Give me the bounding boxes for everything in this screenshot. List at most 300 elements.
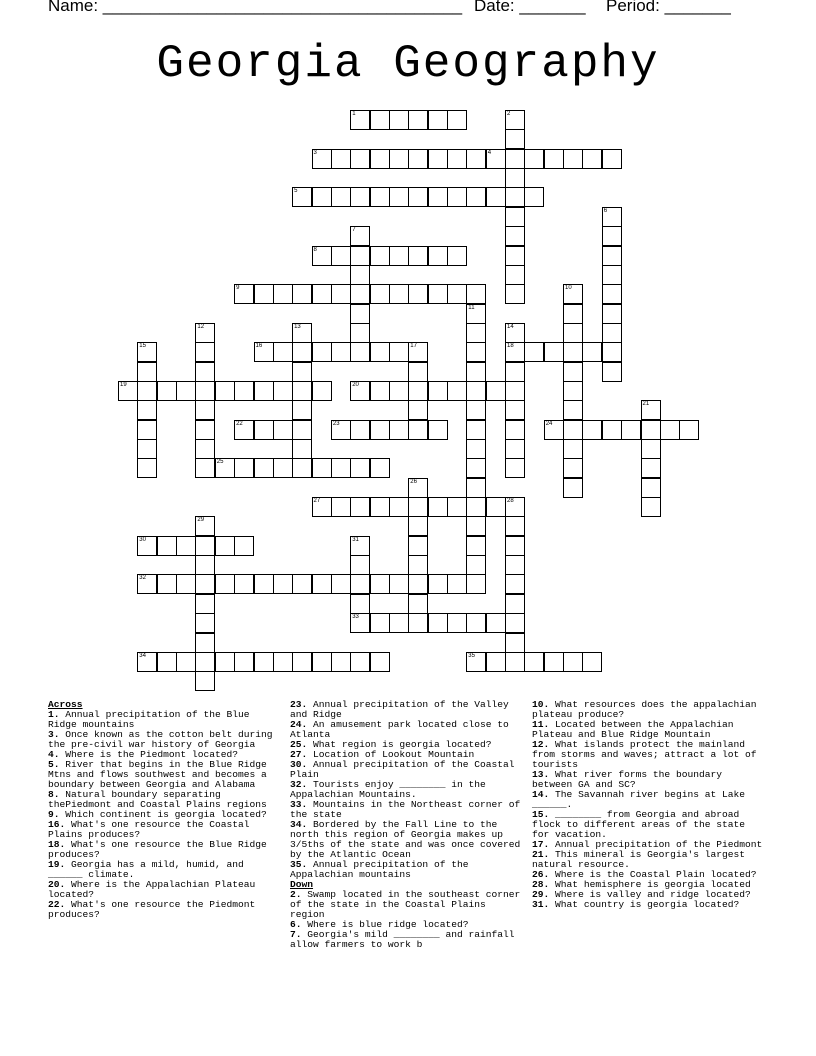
grid-cell[interactable] (254, 458, 274, 478)
clue-text: An amusement park located close to Atlanta (290, 719, 509, 740)
clue-item (532, 700, 768, 720)
grid-cell[interactable] (408, 555, 428, 575)
clue-number-label: 1. (48, 709, 60, 720)
grid-cell[interactable] (408, 574, 428, 594)
grid-cell[interactable] (234, 574, 254, 594)
grid-cell[interactable] (563, 284, 583, 304)
grid-cell[interactable] (137, 574, 157, 594)
grid-cell[interactable] (195, 652, 215, 672)
clue-column-2 (290, 700, 526, 950)
grid-cell[interactable] (215, 652, 235, 672)
grid-cell[interactable] (176, 381, 196, 401)
grid-cell[interactable] (563, 400, 583, 420)
grid-cell[interactable] (428, 574, 448, 594)
grid-cell[interactable] (195, 439, 215, 459)
grid-cell[interactable] (137, 458, 157, 478)
grid-cell[interactable] (505, 420, 525, 440)
grid-cell[interactable] (331, 497, 351, 517)
grid-cell[interactable] (292, 342, 312, 362)
grid-cell[interactable] (641, 458, 661, 478)
grid-cell[interactable] (505, 129, 525, 149)
grid-cell[interactable] (292, 420, 312, 440)
grid-cell[interactable] (137, 400, 157, 420)
clue-text: What resources does the appalachian plateau produce? (532, 699, 757, 720)
grid-cell[interactable] (563, 381, 583, 401)
grid-cell[interactable] (312, 652, 332, 672)
grid-cell[interactable] (118, 381, 138, 401)
grid-cell[interactable] (466, 555, 486, 575)
grid-cell[interactable] (350, 323, 370, 343)
clue-item (532, 720, 768, 740)
grid-cell[interactable] (331, 458, 351, 478)
grid-cell[interactable] (350, 284, 370, 304)
grid-cell[interactable] (157, 652, 177, 672)
grid-cell[interactable] (602, 362, 622, 382)
grid-cell[interactable] (195, 458, 215, 478)
grid-cell[interactable] (408, 362, 428, 382)
grid-cell[interactable] (641, 400, 661, 420)
grid-cell[interactable] (195, 323, 215, 343)
grid-cell[interactable] (137, 536, 157, 556)
grid-cell[interactable] (292, 652, 312, 672)
grid-cell[interactable] (389, 110, 409, 130)
grid-cell[interactable] (292, 187, 312, 207)
clue-item (532, 810, 768, 840)
grid-cell[interactable] (621, 420, 641, 440)
grid-cell[interactable] (505, 555, 525, 575)
grid-cell[interactable] (273, 284, 293, 304)
grid-cell[interactable] (195, 613, 215, 633)
grid-cell[interactable] (254, 574, 274, 594)
grid-cell[interactable] (195, 555, 215, 575)
grid-cell[interactable] (195, 633, 215, 653)
grid-cell[interactable] (350, 555, 370, 575)
grid-cell[interactable] (505, 149, 525, 169)
grid-cell[interactable] (602, 304, 622, 324)
grid-cell[interactable] (563, 458, 583, 478)
grid-cell[interactable] (466, 304, 486, 324)
grid-cell[interactable] (273, 652, 293, 672)
grid-cell[interactable] (370, 574, 390, 594)
grid-cell[interactable] (447, 246, 467, 266)
grid-cell[interactable] (350, 574, 370, 594)
grid-cell[interactable] (195, 671, 215, 691)
grid-cell[interactable] (195, 594, 215, 614)
grid-cell[interactable] (563, 362, 583, 382)
clue-number-label: 28. (532, 879, 550, 890)
grid-cell[interactable] (544, 342, 564, 362)
grid-cell[interactable] (524, 187, 544, 207)
grid-cell[interactable] (428, 284, 448, 304)
grid-cell[interactable] (331, 342, 351, 362)
grid-cell[interactable] (505, 594, 525, 614)
grid-cell[interactable] (602, 265, 622, 285)
grid-cell[interactable] (428, 187, 448, 207)
grid-cell[interactable] (408, 594, 428, 614)
grid-cell[interactable] (486, 497, 506, 517)
grid-cell[interactable] (254, 652, 274, 672)
grid-cell[interactable] (350, 265, 370, 285)
grid-cell[interactable] (234, 458, 254, 478)
grid-cell[interactable] (428, 497, 448, 517)
grid-cell[interactable] (292, 458, 312, 478)
grid-cell[interactable] (466, 652, 486, 672)
grid-cell[interactable] (428, 246, 448, 266)
grid-cell[interactable] (292, 284, 312, 304)
grid-cell[interactable] (466, 536, 486, 556)
clue-number-label: 19. (48, 859, 66, 870)
grid-cell[interactable] (273, 381, 293, 401)
grid-cell[interactable] (370, 149, 390, 169)
grid-cell[interactable] (312, 574, 332, 594)
grid-cell[interactable] (679, 420, 699, 440)
grid-cell[interactable] (641, 439, 661, 459)
grid-cell[interactable] (466, 284, 486, 304)
grid-cell[interactable] (350, 304, 370, 324)
grid-cell[interactable] (524, 652, 544, 672)
clue-number: 28 (507, 498, 514, 504)
grid-cell[interactable] (466, 400, 486, 420)
grid-cell[interactable] (505, 652, 525, 672)
grid-cell[interactable] (505, 574, 525, 594)
grid-cell[interactable] (157, 574, 177, 594)
grid-cell[interactable] (505, 323, 525, 343)
grid-cell[interactable] (466, 381, 486, 401)
grid-cell[interactable] (157, 536, 177, 556)
grid-cell[interactable] (370, 652, 390, 672)
clue-column-1 (48, 700, 284, 920)
grid-cell[interactable] (505, 400, 525, 420)
grid-cell[interactable] (292, 323, 312, 343)
grid-cell[interactable] (563, 304, 583, 324)
grid-cell[interactable] (370, 613, 390, 633)
grid-cell[interactable] (602, 342, 622, 362)
grid-cell[interactable] (195, 516, 215, 536)
grid-cell[interactable] (195, 342, 215, 362)
clue-number-label: 11. (532, 719, 550, 730)
grid-cell[interactable] (505, 633, 525, 653)
grid-cell[interactable] (370, 458, 390, 478)
grid-cell[interactable] (563, 149, 583, 169)
grid-cell[interactable] (486, 613, 506, 633)
grid-cell[interactable] (254, 381, 274, 401)
grid-cell[interactable] (505, 613, 525, 633)
grid-cell[interactable] (370, 420, 390, 440)
grid-cell[interactable] (331, 246, 351, 266)
grid-cell[interactable] (370, 381, 390, 401)
grid-cell[interactable] (389, 613, 409, 633)
grid-cell[interactable] (389, 342, 409, 362)
grid-cell[interactable] (254, 284, 274, 304)
grid-cell[interactable] (505, 187, 525, 207)
grid-cell[interactable] (389, 574, 409, 594)
clue-text: ________ from Georgia and abroad flock to different areas of the state for vacation. (532, 809, 746, 840)
grid-cell[interactable] (254, 420, 274, 440)
grid-cell[interactable] (466, 478, 486, 498)
grid-cell[interactable] (582, 342, 602, 362)
grid-cell[interactable] (234, 420, 254, 440)
grid-cell[interactable] (137, 362, 157, 382)
grid-cell[interactable] (486, 652, 506, 672)
grid-cell[interactable] (602, 246, 622, 266)
grid-cell[interactable] (370, 187, 390, 207)
grid-cell[interactable] (505, 439, 525, 459)
grid-cell[interactable] (350, 613, 370, 633)
grid-cell[interactable] (331, 574, 351, 594)
grid-cell[interactable] (408, 246, 428, 266)
grid-cell[interactable] (389, 246, 409, 266)
grid-cell[interactable] (195, 420, 215, 440)
grid-cell[interactable] (273, 458, 293, 478)
grid-cell[interactable] (641, 478, 661, 498)
grid-cell[interactable] (563, 652, 583, 672)
grid-cell[interactable] (466, 497, 486, 517)
grid-cell[interactable] (505, 536, 525, 556)
grid-cell[interactable] (234, 381, 254, 401)
grid-cell[interactable] (312, 497, 332, 517)
grid-cell[interactable] (312, 246, 332, 266)
grid-cell[interactable] (582, 420, 602, 440)
grid-cell[interactable] (447, 497, 467, 517)
grid-cell[interactable] (215, 458, 235, 478)
clue-number: 7 (352, 227, 356, 234)
grid-cell[interactable] (447, 284, 467, 304)
grid-cell[interactable] (312, 381, 332, 401)
grid-cell[interactable] (292, 574, 312, 594)
grid-cell[interactable] (466, 420, 486, 440)
grid-cell[interactable] (524, 149, 544, 169)
grid-cell[interactable] (350, 497, 370, 517)
grid-cell[interactable] (544, 652, 564, 672)
grid-cell[interactable] (408, 149, 428, 169)
grid-cell[interactable] (602, 420, 622, 440)
grid-cell[interactable] (563, 420, 583, 440)
grid-cell[interactable] (447, 110, 467, 130)
grid-cell[interactable] (466, 323, 486, 343)
grid-cell[interactable] (602, 226, 622, 246)
grid-cell[interactable] (312, 458, 332, 478)
grid-cell[interactable] (234, 652, 254, 672)
grid-cell[interactable] (563, 323, 583, 343)
grid-cell[interactable] (582, 652, 602, 672)
grid-cell[interactable] (312, 342, 332, 362)
grid-cell[interactable] (195, 400, 215, 420)
clue-item (48, 820, 284, 840)
grid-cell[interactable] (137, 381, 157, 401)
grid-cell[interactable] (389, 420, 409, 440)
grid-cell[interactable] (176, 536, 196, 556)
grid-cell[interactable] (292, 400, 312, 420)
grid-cell[interactable] (466, 342, 486, 362)
grid-cell[interactable] (602, 284, 622, 304)
grid-cell[interactable] (137, 342, 157, 362)
grid-cell[interactable] (660, 420, 680, 440)
clue-text: Location of Lookout Mountain (307, 749, 475, 760)
grid-cell[interactable] (505, 110, 525, 130)
grid-cell[interactable] (331, 420, 351, 440)
grid-cell[interactable] (428, 149, 448, 169)
clue-item (48, 880, 284, 900)
grid-cell[interactable] (486, 381, 506, 401)
grid-cell[interactable] (563, 342, 583, 362)
grid-cell[interactable] (195, 381, 215, 401)
grid-cell[interactable] (408, 110, 428, 130)
grid-cell[interactable] (350, 420, 370, 440)
grid-cell[interactable] (137, 652, 157, 672)
grid-cell[interactable] (273, 342, 293, 362)
grid-cell[interactable] (350, 536, 370, 556)
grid-cell[interactable] (505, 246, 525, 266)
grid-cell[interactable] (582, 149, 602, 169)
clue-number-label: 12. (532, 739, 550, 750)
grid-cell[interactable] (195, 574, 215, 594)
grid-cell[interactable] (370, 342, 390, 362)
grid-cell[interactable] (292, 381, 312, 401)
grid-cell[interactable] (505, 284, 525, 304)
grid-cell[interactable] (505, 458, 525, 478)
grid-cell[interactable] (370, 246, 390, 266)
grid-cell[interactable] (505, 342, 525, 362)
grid-cell[interactable] (641, 497, 661, 517)
grid-cell[interactable] (447, 574, 467, 594)
grid-cell[interactable] (350, 226, 370, 246)
grid-cell[interactable] (350, 149, 370, 169)
period-field[interactable]: Period: _______ (606, 0, 731, 15)
grid-cell[interactable] (331, 149, 351, 169)
grid-cell[interactable] (486, 187, 506, 207)
grid-cell[interactable] (408, 284, 428, 304)
clue-item (290, 760, 526, 780)
grid-cell[interactable] (524, 342, 544, 362)
grid-cell[interactable] (428, 110, 448, 130)
grid-cell[interactable] (447, 613, 467, 633)
grid-cell[interactable] (408, 342, 428, 362)
grid-cell[interactable] (563, 439, 583, 459)
grid-cell[interactable] (370, 110, 390, 130)
grid-cell[interactable] (331, 652, 351, 672)
grid-cell[interactable] (466, 187, 486, 207)
grid-cell[interactable] (389, 187, 409, 207)
grid-cell[interactable] (408, 420, 428, 440)
grid-cell[interactable] (292, 362, 312, 382)
grid-cell[interactable] (408, 516, 428, 536)
grid-cell[interactable] (389, 284, 409, 304)
grid-cell[interactable] (466, 574, 486, 594)
grid-cell[interactable] (137, 420, 157, 440)
grid-cell[interactable] (176, 652, 196, 672)
grid-cell[interactable] (408, 497, 428, 517)
grid-cell[interactable] (389, 149, 409, 169)
grid-cell[interactable] (544, 149, 564, 169)
grid-cell[interactable] (350, 381, 370, 401)
grid-cell[interactable] (350, 246, 370, 266)
grid-cell[interactable] (408, 187, 428, 207)
grid-cell[interactable] (602, 149, 622, 169)
clue-number-label: 3. (48, 729, 60, 740)
clue-item (532, 790, 768, 810)
grid-cell[interactable] (157, 381, 177, 401)
grid-cell[interactable] (370, 497, 390, 517)
grid-cell[interactable] (428, 613, 448, 633)
grid-cell[interactable] (312, 149, 332, 169)
grid-cell[interactable] (505, 207, 525, 227)
grid-cell[interactable] (505, 497, 525, 517)
clue-number: 34 (139, 652, 146, 659)
grid-cell[interactable] (350, 187, 370, 207)
grid-cell[interactable] (447, 187, 467, 207)
grid-cell[interactable] (215, 536, 235, 556)
grid-cell[interactable] (273, 574, 293, 594)
grid-cell[interactable] (505, 226, 525, 246)
grid-cell[interactable] (408, 400, 428, 420)
grid-cell[interactable] (563, 478, 583, 498)
grid-cell[interactable] (428, 420, 448, 440)
grid-cell[interactable] (389, 381, 409, 401)
grid-cell[interactable] (602, 207, 622, 227)
grid-cell[interactable] (370, 284, 390, 304)
grid-cell[interactable] (273, 420, 293, 440)
grid-cell[interactable] (505, 362, 525, 382)
grid-cell[interactable] (641, 420, 661, 440)
grid-cell[interactable] (176, 574, 196, 594)
grid-cell[interactable] (466, 149, 486, 169)
grid-cell[interactable] (234, 284, 254, 304)
grid-cell[interactable] (544, 420, 564, 440)
grid-cell[interactable] (505, 265, 525, 285)
grid-cell[interactable] (408, 478, 428, 498)
grid-cell[interactable] (466, 516, 486, 536)
grid-cell[interactable] (486, 149, 506, 169)
grid-cell[interactable] (466, 439, 486, 459)
grid-cell[interactable] (137, 439, 157, 459)
clue-number: 17 (410, 343, 417, 350)
grid-cell[interactable] (505, 381, 525, 401)
grid-cell[interactable] (466, 458, 486, 478)
grid-cell[interactable] (195, 362, 215, 382)
grid-cell[interactable] (292, 439, 312, 459)
grid-cell[interactable] (350, 652, 370, 672)
grid-cell[interactable] (215, 574, 235, 594)
grid-cell[interactable] (389, 497, 409, 517)
grid-cell[interactable] (312, 187, 332, 207)
grid-cell[interactable] (447, 381, 467, 401)
grid-cell[interactable] (312, 284, 332, 304)
grid-cell[interactable] (350, 458, 370, 478)
grid-cell[interactable] (466, 613, 486, 633)
grid-cell[interactable] (505, 516, 525, 536)
grid-cell[interactable] (428, 381, 448, 401)
grid-cell[interactable] (408, 536, 428, 556)
grid-cell[interactable] (408, 381, 428, 401)
grid-cell[interactable] (215, 381, 235, 401)
grid-cell[interactable] (254, 342, 274, 362)
grid-cell[interactable] (466, 362, 486, 382)
date-field[interactable]: Date: _______ (474, 0, 586, 15)
grid-cell[interactable] (505, 168, 525, 188)
grid-cell[interactable] (234, 536, 254, 556)
grid-cell[interactable] (447, 149, 467, 169)
grid-cell[interactable] (408, 613, 428, 633)
grid-cell[interactable] (350, 342, 370, 362)
grid-cell[interactable] (331, 187, 351, 207)
grid-cell[interactable] (195, 536, 215, 556)
grid-cell[interactable] (602, 323, 622, 343)
clue-number-label: 10. (532, 699, 550, 710)
grid-cell[interactable] (331, 284, 351, 304)
grid-cell[interactable] (350, 110, 370, 130)
name-field[interactable]: Name: ______________________________________ (48, 0, 463, 15)
grid-cell[interactable] (350, 594, 370, 614)
